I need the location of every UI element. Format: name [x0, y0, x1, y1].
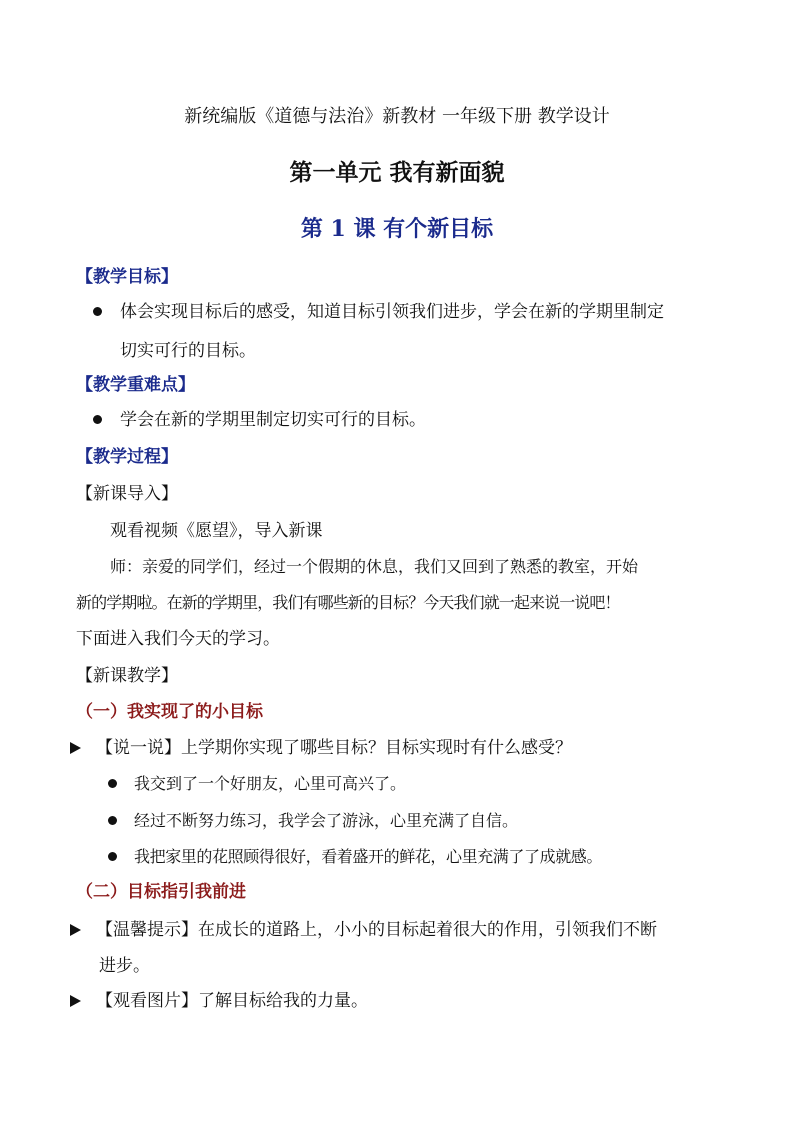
goal-item: 体会实现目标后的感受，知道目标引领我们进步，学会在新的学期里制定	[120, 302, 664, 322]
intro-video: 观看视频《愿望》，导入新课	[110, 521, 323, 541]
teacher-speech-line: 新的学期啦。在新的学期里，我们有哪些新的目标？今天我们就一起来说一说吧！	[76, 593, 620, 612]
teaching-label: 【新课教学】	[76, 666, 178, 686]
bullet-icon	[108, 779, 117, 788]
part2-tip: 【温馨提示】在成长的道路上，小小的目标起着很大的作用，引领我们不断	[96, 920, 657, 940]
teacher-speech-line: 下面进入我们今天的学习。	[76, 629, 280, 649]
arrow-bullet-icon	[70, 995, 81, 1007]
bullet-icon	[93, 415, 102, 424]
part1-title: （一）我实现了的小目标	[76, 702, 263, 722]
arrow-bullet-icon	[70, 924, 81, 936]
section-heading-process: 【教学过程】	[76, 447, 178, 467]
part2-picture: 【观看图片】了解目标给我的力量。	[96, 991, 368, 1011]
unit-title: 第一单元 我有新面貌	[289, 159, 505, 186]
part1-answer: 经过不断努力练习，我学会了游泳，心里充满了自信。	[134, 811, 519, 830]
lesson-title: 第 1 课 有个新目标	[300, 216, 494, 242]
teacher-speech-line: 师：亲爱的同学们，经过一个假期的休息，我们又回到了熟悉的教室，开始	[110, 557, 639, 576]
section-heading-key-points: 【教学重难点】	[76, 375, 195, 395]
bullet-icon	[108, 816, 117, 825]
part2-title: （二）目标指引我前进	[76, 882, 246, 902]
key-point-item: 学会在新的学期里制定切实可行的目标。	[120, 410, 426, 430]
goal-item-continued: 切实可行的目标。	[120, 341, 256, 361]
part2-tip-continued: 进步。	[99, 956, 150, 976]
bullet-icon	[93, 307, 102, 316]
part1-prompt: 【说一说】上学期你实现了哪些目标？目标实现时有什么感受？	[96, 738, 572, 758]
part1-answer: 我把家里的花照顾得很好，看着盛开的鲜花，心里充满了了成就感。	[134, 847, 603, 866]
arrow-bullet-icon	[70, 742, 81, 754]
document-header: 新统编版《道德与法治》新教材 一年级下册 教学设计	[184, 106, 610, 127]
part1-answer: 我交到了一个好朋友，心里可高兴了。	[134, 774, 407, 793]
bullet-icon	[108, 852, 117, 861]
section-heading-goals: 【教学目标】	[76, 267, 178, 287]
intro-label: 【新课导入】	[76, 484, 178, 504]
